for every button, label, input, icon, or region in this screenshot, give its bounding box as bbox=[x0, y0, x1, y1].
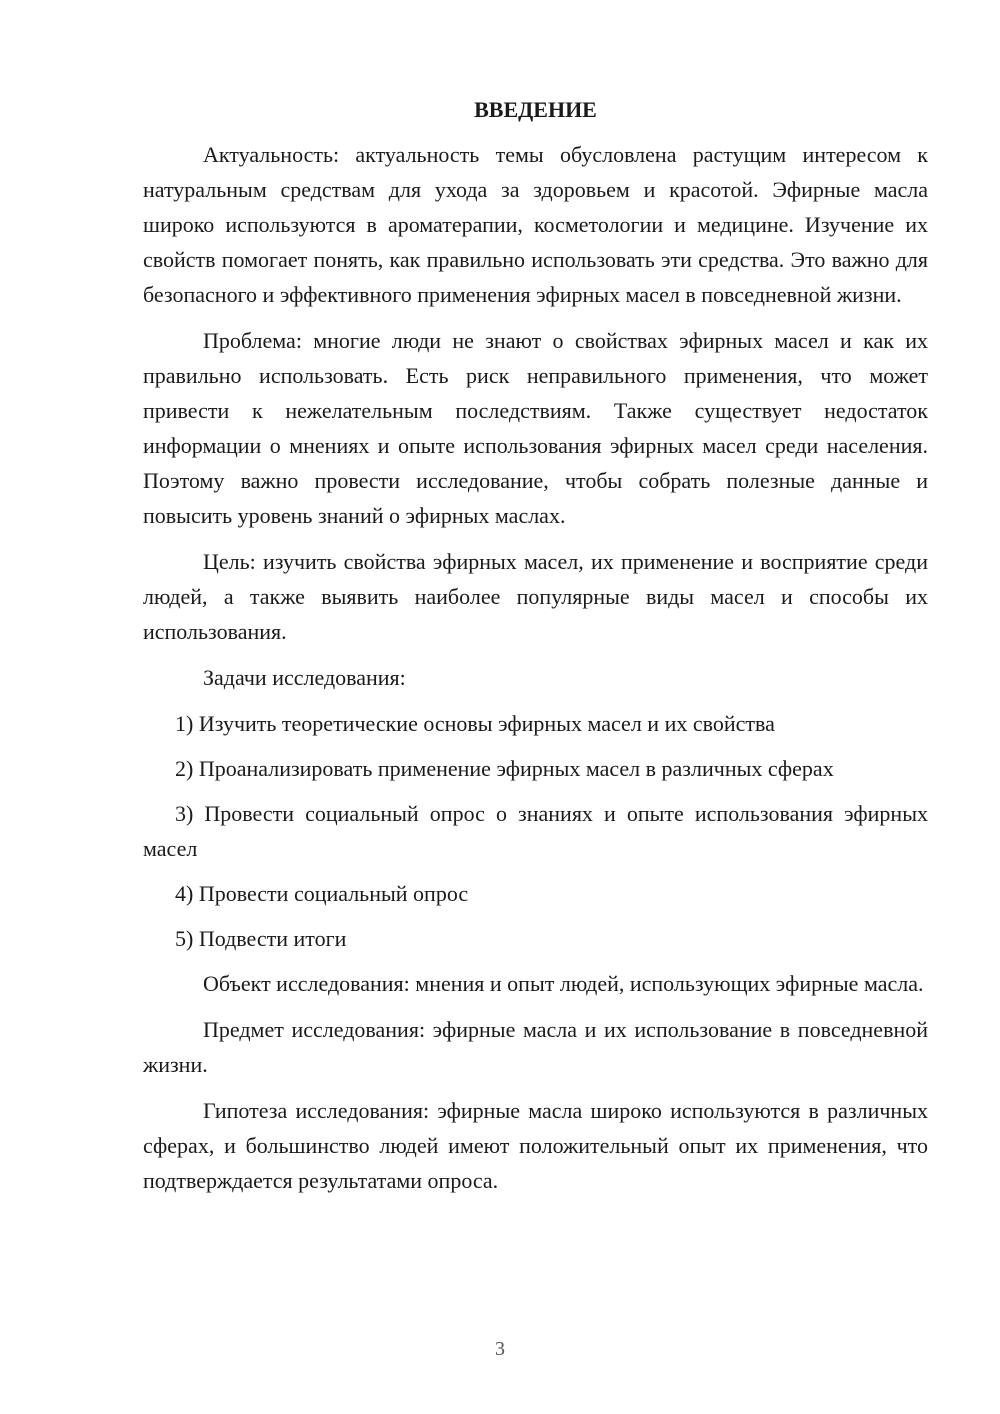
task-item-2: 2) Проанализировать применение эфирных масел в различных сферах bbox=[175, 756, 834, 781]
section-heading: ВВЕДЕНИЕ bbox=[474, 97, 597, 122]
paragraph-goal: Цель: изучить свойства эфирных масел, их применение и восприятие среди людей, а также выявить наиболее популярные виды масел и способы их использования. bbox=[143, 549, 928, 644]
task-list bbox=[143, 706, 928, 956]
task-item-4: 4) Провести социальный опрос bbox=[175, 881, 469, 906]
paragraph-object: Объект исследования: мнения и опыт людей, использующих эфирные масла. bbox=[203, 971, 924, 996]
task-item-3: 3) Провести социальный опрос о знаниях и опыте использования эфирных масел bbox=[143, 801, 928, 861]
paragraph-tasks-title: Задачи исследования: bbox=[203, 665, 406, 690]
page-content bbox=[143, 92, 928, 1209]
paragraph-subject: Предмет исследования: эфирные масла и их использование в повседневной жизни. bbox=[143, 1017, 928, 1077]
page-number: 3 bbox=[495, 1338, 505, 1360]
paragraph-relevance: Актуальность: актуальность темы обусловлена растущим интересом к натуральным средствам для ухода за здоровьем и красотой. Эфирные масла широко используются в ароматерапии, косметологии и медицине. Изучение их свойств помогает понять, как правильно использовать эти средства. Это важно для безопасного и эффективного применения эфирных масел в повседневной жизни. bbox=[143, 142, 928, 307]
task-item-5: 5) Подвести итоги bbox=[175, 926, 347, 951]
paragraph-hypothesis: Гипотеза исследования: эфирные масла широко используются в различных сферах, и большинство людей имеют положительный опыт их применения, что подтверждается результатами опроса. bbox=[143, 1098, 928, 1193]
paragraph-problem: Проблема: многие люди не знают о свойствах эфирных масел и как их правильно использовать. Есть риск неправильного применения, что может привести к нежелательным последствиям. Также существует недостаток информации о мнениях и опыте использования эфирных масел среди населения. Поэтому важно провести исследование, чтобы собрать полезные данные и повысить уровень знаний о эфирных маслах. bbox=[143, 328, 928, 528]
task-item-1: 1) Изучить теоретические основы эфирных масел и их свойства bbox=[175, 711, 775, 736]
